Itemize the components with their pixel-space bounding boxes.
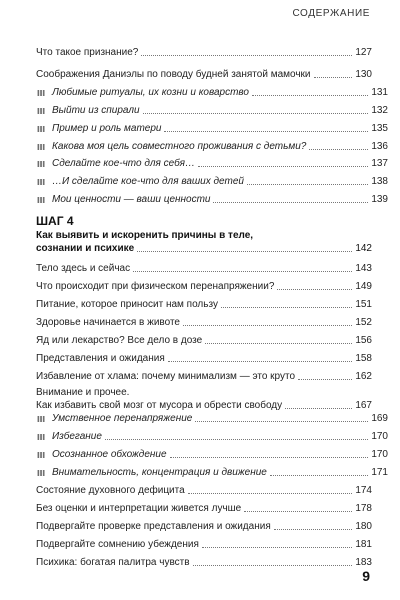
dot-leader — [298, 379, 352, 380]
toc-entry-line1: Внимание и прочее. — [36, 387, 130, 398]
dot-leader — [193, 565, 353, 566]
dotted-bullet-icon — [37, 452, 45, 458]
toc-entry-page: 130 — [355, 69, 372, 80]
toc-entry — [36, 538, 372, 551]
dot-leader — [202, 547, 352, 548]
dot-leader — [168, 361, 353, 362]
toc-entry — [36, 157, 388, 170]
toc-entry-title: Здоровье начинается в животе — [36, 317, 180, 328]
dot-leader — [198, 166, 368, 167]
toc-entry-title: Мои ценности — ваши ценности — [52, 194, 211, 205]
toc-entry — [36, 175, 388, 188]
toc-entry-title: Без оценки и интерпретации живется лучше — [36, 503, 242, 514]
dot-leader — [252, 95, 368, 96]
toc-entry — [36, 193, 388, 206]
toc-entry-multiline — [36, 386, 372, 412]
toc-entry-page: 169 — [371, 413, 388, 424]
dot-leader — [164, 131, 368, 132]
toc-entry-title: Подвергайте проверке представления и ожидания — [36, 521, 271, 532]
toc-entry — [36, 104, 388, 117]
dot-leader — [277, 289, 352, 290]
toc-entry — [36, 140, 388, 153]
toc-entry-title: Представления и ожидания — [36, 353, 165, 364]
toc-entry — [36, 412, 388, 425]
toc-entry — [36, 448, 388, 461]
toc-entry-page: 151 — [355, 299, 372, 310]
toc-entry-page: 136 — [371, 141, 388, 152]
toc-entry-title: Подвергайте сомнению убеждения — [36, 539, 199, 550]
step-4-title: ШАГ 4 — [36, 214, 74, 228]
toc-entry-page: 139 — [371, 194, 388, 205]
toc-entry-page: 131 — [371, 87, 388, 98]
toc-entry-page: 149 — [355, 281, 372, 292]
toc-entry-page: 183 — [355, 557, 372, 568]
toc-entry-page: 132 — [371, 105, 388, 116]
dot-leader — [170, 457, 369, 458]
toc-entry-title: Психика: богатая палитра чувств — [36, 557, 190, 568]
dotted-bullet-icon — [37, 126, 45, 132]
dotted-bullet-icon — [37, 144, 45, 150]
toc-entry-page: 127 — [355, 47, 372, 58]
toc-entry-title: Яд или лекарство? Все дело в дозе — [36, 335, 203, 346]
toc-entry-page: 180 — [355, 521, 372, 532]
toc-entry — [36, 68, 372, 81]
dot-leader — [205, 343, 352, 344]
toc-entry — [36, 466, 388, 479]
step-4-page: 142 — [355, 243, 372, 254]
toc-entry-title: Выйти из спирали — [52, 105, 140, 116]
toc-entry-page: 158 — [355, 353, 372, 364]
toc-entry — [36, 316, 372, 329]
toc-entry-page: 143 — [355, 263, 372, 274]
dot-leader — [137, 251, 352, 252]
dot-leader — [247, 184, 368, 185]
dot-leader — [285, 408, 352, 409]
toc-entry-page: 181 — [355, 539, 372, 550]
dot-leader — [213, 202, 368, 203]
toc-entry-title: …И сделайте кое-что для ваших детей — [52, 176, 244, 187]
toc-entry-title: Тело здесь и сейчас — [36, 263, 131, 274]
toc-entry — [36, 352, 372, 365]
running-header: СОДЕРЖАНИЕ — [292, 8, 370, 19]
toc-entry-page: 174 — [355, 485, 372, 496]
dotted-bullet-icon — [37, 90, 45, 96]
toc-entry-page: 167 — [355, 400, 372, 411]
toc-entry-page: 152 — [355, 317, 372, 328]
toc-entry — [36, 298, 372, 311]
toc-entry-page: 170 — [371, 449, 388, 460]
dot-leader — [195, 421, 368, 422]
toc-entry-title: Внимательность, концентрация и движение — [52, 467, 267, 478]
dot-leader — [183, 325, 352, 326]
toc-entry — [36, 502, 372, 515]
dotted-bullet-icon — [37, 161, 45, 167]
toc-entry-page: 170 — [371, 431, 388, 442]
dotted-bullet-icon — [37, 108, 45, 114]
dotted-bullet-icon — [37, 416, 45, 422]
toc-entry — [36, 370, 372, 383]
step-4-subtitle-line1: Как выявить и искоренить причины в теле, — [36, 230, 254, 241]
toc-entry — [36, 430, 388, 443]
dotted-bullet-icon — [37, 434, 45, 440]
toc-entry — [36, 484, 372, 497]
dot-leader — [309, 149, 368, 150]
toc-entry-title: Какова моя цель совместного проживания с детьми? — [52, 141, 307, 152]
dot-leader — [105, 439, 368, 440]
dot-leader — [143, 113, 369, 114]
toc-entry-page: 162 — [355, 371, 372, 382]
toc-entry-page: 178 — [355, 503, 372, 514]
toc-entry-title: Осознанное обхождение — [52, 449, 167, 460]
toc-entry-title: Соображения Даниэлы по поводу будней занятой мамочки — [36, 69, 311, 80]
toc-entry — [36, 46, 372, 59]
toc-entry-page: 137 — [371, 158, 388, 169]
toc-entry-page: 135 — [371, 123, 388, 134]
toc-entry — [36, 122, 388, 135]
step-4-subtitle — [36, 229, 372, 255]
toc-entry-title: Умственное перенапряжение — [52, 413, 193, 424]
toc-entry-page: 171 — [371, 467, 388, 478]
dot-leader — [188, 493, 353, 494]
toc-entry-page: 156 — [355, 335, 372, 346]
dot-leader — [221, 307, 352, 308]
dot-leader — [274, 529, 353, 530]
toc-entry-title: Что такое признание? — [36, 47, 139, 58]
toc-entry-title: Избегание — [52, 431, 102, 442]
dotted-bullet-icon — [37, 470, 45, 476]
toc-entry-title: Любимые ритуалы, их козни и коварство — [52, 87, 249, 98]
toc-entry — [36, 556, 372, 569]
dot-leader — [270, 475, 368, 476]
page-number: 9 — [362, 568, 370, 584]
dotted-bullet-icon — [37, 197, 45, 203]
toc-entry — [36, 86, 388, 99]
dot-leader — [133, 271, 352, 272]
toc-entry — [36, 280, 372, 293]
toc-entry-title: Питание, которое приносит нам пользу — [36, 299, 218, 310]
toc-entry — [36, 520, 372, 533]
toc-entry-title: Что происходит при физическом перенапряжении? — [36, 281, 275, 292]
toc-entry-title: Состояние духовного дефицита — [36, 485, 185, 496]
dot-leader — [244, 511, 352, 512]
toc-entry — [36, 334, 372, 347]
toc-entry-line2: Как избавить свой мозг от мусора и обрести свободу — [36, 400, 283, 411]
step-4-subtitle-line2: сознании и психике — [36, 243, 135, 254]
toc-entry-page: 138 — [371, 176, 388, 187]
dot-leader — [314, 77, 353, 78]
toc-entry — [36, 262, 372, 275]
toc-entry-title: Избавление от хлама: почему минимализм — это круто — [36, 371, 296, 382]
dotted-bullet-icon — [37, 179, 45, 185]
toc-entry-title: Сделайте кое-что для себя… — [52, 158, 196, 169]
toc-entry-title: Пример и роль матери — [52, 123, 162, 134]
dot-leader — [141, 55, 352, 56]
